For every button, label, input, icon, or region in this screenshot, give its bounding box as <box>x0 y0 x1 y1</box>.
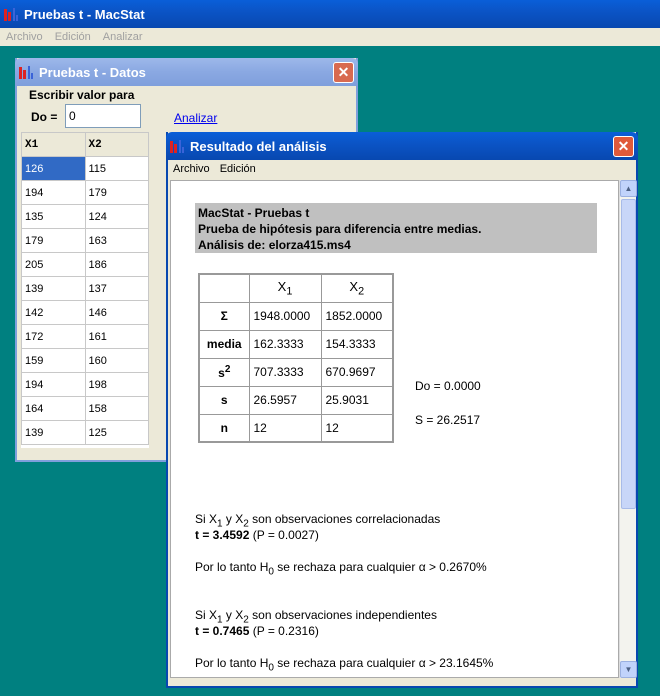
data-grid[interactable] <box>21 132 149 448</box>
column-header-x1[interactable]: X1 <box>22 133 86 157</box>
cell-x2[interactable]: 163 <box>85 229 149 253</box>
cell-x1[interactable]: 159 <box>22 349 86 373</box>
macstat-app-icon <box>170 139 186 153</box>
s-result: S = 26.2517 <box>415 413 481 427</box>
main-title-bar <box>0 0 660 28</box>
report-area <box>170 180 619 678</box>
correlated-line: Si $X_1$ y $X_2$ son observaciones correlacionadas <box>195 512 441 530</box>
stats-row-variance: $s^2$ 707.3333 670.9697 <box>199 358 393 386</box>
stats-row-media: media 162.3333 154.3333 <box>199 330 393 358</box>
close-icon: ✕ <box>617 138 630 154</box>
cell-x2[interactable]: 115 <box>85 157 149 181</box>
cell-x1[interactable]: 164 <box>22 397 86 421</box>
report-scrollbar[interactable] <box>619 180 636 678</box>
cell-x2[interactable]: 179 <box>85 181 149 205</box>
cell-x1[interactable]: 179 <box>22 229 86 253</box>
escribir-valor-label: Escribir valor para <box>29 88 135 102</box>
menu-edicion[interactable]: Edición <box>54 31 91 43</box>
datos-window-title: Pruebas t - Datos <box>39 64 146 80</box>
stats-corner-cell <box>199 274 249 302</box>
cell-x1[interactable]: 205 <box>22 253 86 277</box>
cell-x1[interactable]: 126 <box>22 157 86 181</box>
table-row <box>22 253 149 277</box>
stats-row-n: n 12 12 <box>199 414 393 442</box>
table-row <box>22 205 149 229</box>
cell-x2[interactable]: 198 <box>85 373 149 397</box>
resultado-window-title: Resultado del análisis <box>190 138 327 154</box>
independent-line: Si $X_1$ y $X_2$ son observaciones independientes <box>195 608 437 626</box>
resultado-window <box>166 132 638 688</box>
menu-archivo[interactable]: Archivo <box>6 31 43 43</box>
cell-x1[interactable]: 135 <box>22 205 86 229</box>
table-row <box>22 397 149 421</box>
res-menu-edicion[interactable]: Edición <box>219 163 256 175</box>
table-row <box>22 325 149 349</box>
stats-col-x1: $X_1$ <box>249 274 321 302</box>
do-label: Do = <box>31 110 58 124</box>
datos-close-button[interactable] <box>333 62 354 83</box>
independent-t: t = 0.7465 (P = 0.2316) <box>195 624 319 638</box>
scroll-thumb[interactable] <box>621 199 636 509</box>
cell-x2[interactable]: 146 <box>85 301 149 325</box>
close-icon: ✕ <box>337 64 350 80</box>
res-menu-archivo[interactable]: Archivo <box>173 163 210 175</box>
chevron-up-icon: ▲ <box>624 184 633 193</box>
macstat-app-icon <box>19 65 35 79</box>
table-row <box>22 181 149 205</box>
table-row <box>22 229 149 253</box>
correlated-conclusion: Por lo tanto $H_0$ se rechaza para cualquier α > 0.2670% <box>195 560 487 578</box>
header-line-2: Prueba de hipótesis para diferencia entre medias. <box>198 222 482 236</box>
stats-row-sum: Σ 1948.0000 1852.0000 <box>199 302 393 330</box>
menu-analizar[interactable]: Analizar <box>102 31 143 43</box>
cell-x1[interactable]: 139 <box>22 421 86 445</box>
resultado-title-bar <box>166 132 638 160</box>
cell-x2[interactable]: 124 <box>85 205 149 229</box>
cell-x2[interactable]: 125 <box>85 421 149 445</box>
datos-title-bar <box>15 58 358 86</box>
scroll-up-button[interactable] <box>620 180 637 197</box>
chevron-down-icon: ▼ <box>624 665 633 674</box>
table-row <box>22 277 149 301</box>
main-window-title: Pruebas t - MacStat <box>24 6 145 22</box>
table-row <box>22 301 149 325</box>
cell-x2[interactable]: 158 <box>85 397 149 421</box>
correlated-t: t = 3.4592 (P = 0.0027) <box>195 528 319 542</box>
scroll-down-button[interactable] <box>620 661 637 678</box>
independent-conclusion: Por lo tanto $H_0$ se rechaza para cualquier α > 23.1645% <box>195 656 494 674</box>
resultado-close-button[interactable] <box>613 136 634 157</box>
column-header-x2[interactable]: X2 <box>85 133 149 157</box>
cell-x1[interactable]: 194 <box>22 373 86 397</box>
analizar-link[interactable]: Analizar <box>174 111 218 125</box>
cell-x2[interactable]: 186 <box>85 253 149 277</box>
cell-x2[interactable]: 160 <box>85 349 149 373</box>
stats-col-x2: $X_2$ <box>321 274 393 302</box>
cell-x2[interactable]: 161 <box>85 325 149 349</box>
report-header <box>195 203 597 253</box>
cell-x1[interactable]: 142 <box>22 301 86 325</box>
cell-x1[interactable]: 139 <box>22 277 86 301</box>
resultado-menubar <box>168 160 636 178</box>
stats-table <box>198 273 394 443</box>
stats-row-sd: s 26.5957 25.9031 <box>199 386 393 414</box>
do-input[interactable] <box>65 104 141 128</box>
do-result: Do = 0.0000 <box>415 379 481 393</box>
main-menubar <box>0 28 660 46</box>
header-line-1: MacStat - Pruebas t <box>198 206 310 220</box>
macstat-app-icon <box>4 7 20 21</box>
cell-x1[interactable]: 194 <box>22 181 86 205</box>
header-line-3: Análisis de: elorza415.ms4 <box>198 238 351 252</box>
table-row <box>22 157 149 181</box>
table-row <box>22 349 149 373</box>
table-row <box>22 373 149 397</box>
cell-x1[interactable]: 172 <box>22 325 86 349</box>
cell-x2[interactable]: 137 <box>85 277 149 301</box>
table-row <box>22 421 149 445</box>
